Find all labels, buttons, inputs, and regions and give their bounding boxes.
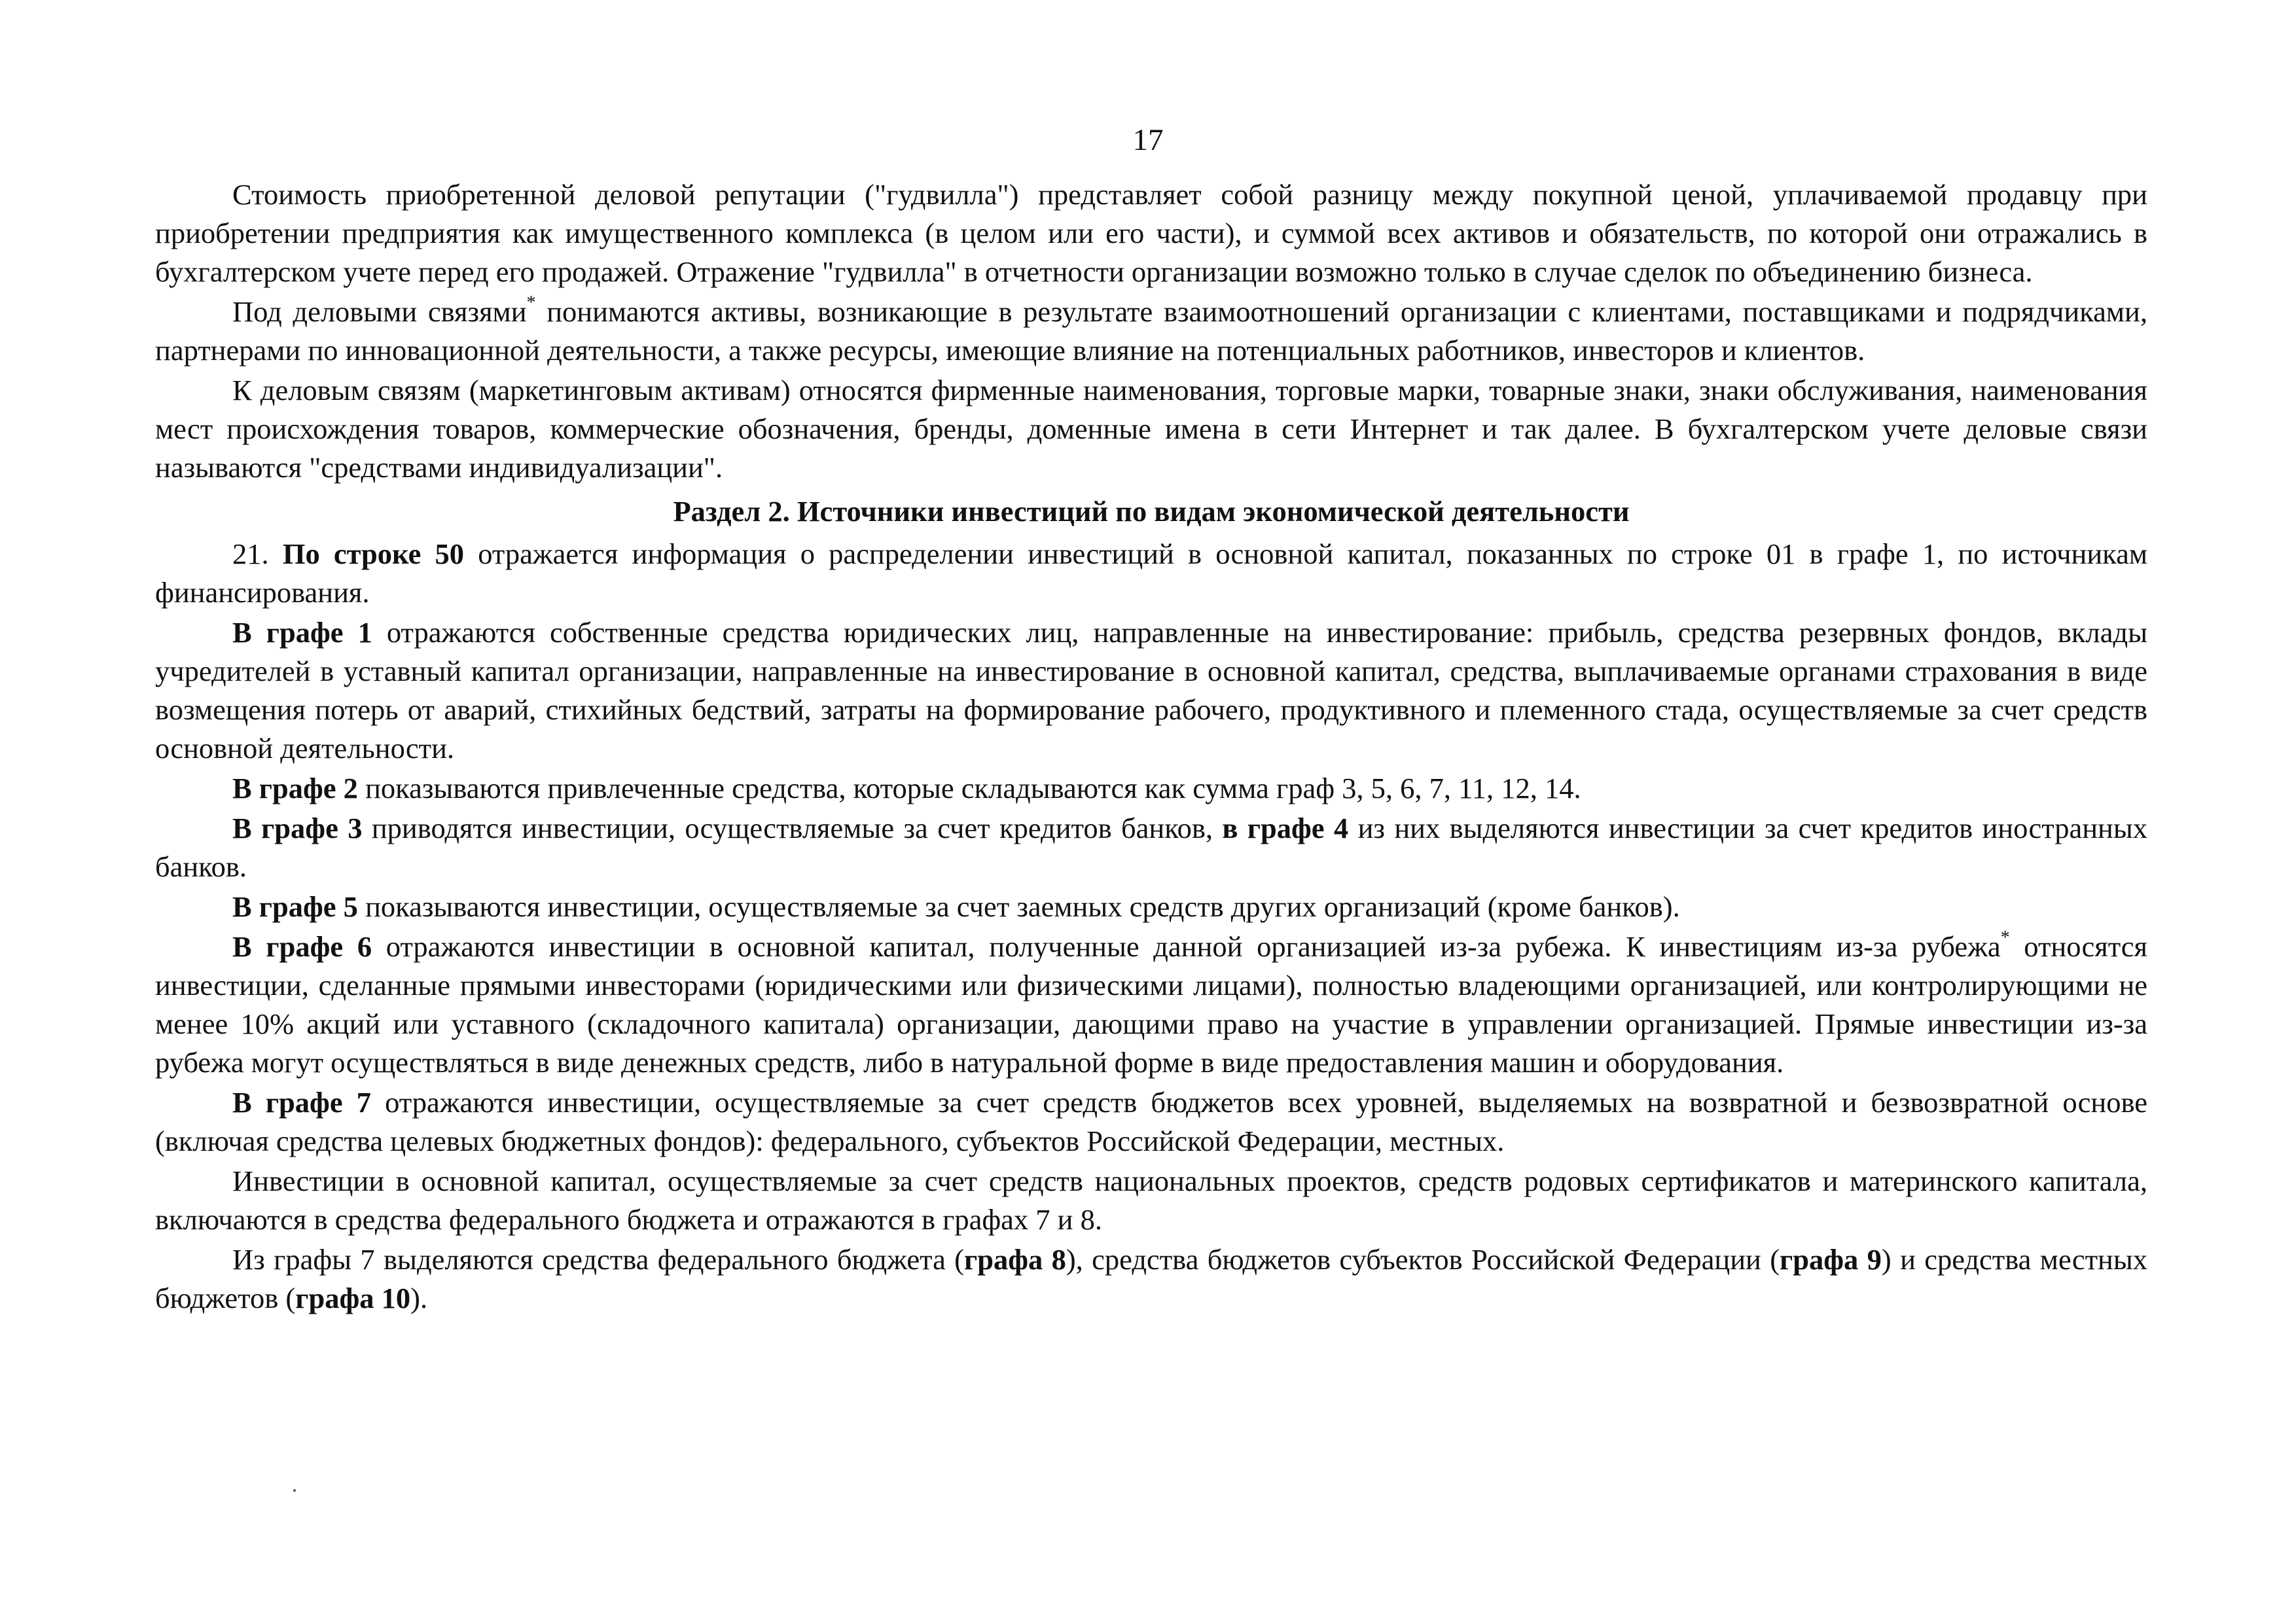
paragraph-column-2: В графе 2 показываются привлеченные средства, которые складываются как сумма граф 3, 5, 6, 7, 11, 12, 14. — [232, 772, 1581, 804]
section-heading: Раздел 2. Источники инвестиций по видам экономической деятельности — [673, 495, 1630, 528]
paragraph-national-projects: Инвестиции в основной капитал, осуществляемые за счет средств национальных проектов, средств родовых сертификатов и материнского капитала, включаются в средства федерального бюджета и отражаются в графах 7 и 8. — [155, 1164, 2147, 1236]
footnote-marker: * — [526, 293, 536, 314]
page-number: 17 — [1132, 123, 1164, 157]
paragraph-column-6: В графе 6 отражаются инвестиции в основной капитал, полученные данной организацией из-за рубежа. К инвестициям из-за рубежа* относятся инвестиции, сделанные прямыми инвесторами (юридическими или физическими лицами), полностью владеющими организацией, или контролирующими не менее 10% акций или уставного (складочного капитала) организации, дающими право на участие в управлении организацией. Прямые инвестиции из-за рубежа могут осуществляться в виде денежных средств, либо в натуральной форме в виде предоставления машин и оборудования. — [155, 928, 2147, 1079]
paragraph-business-relations: Под деловыми связями* понимаются активы, возникающие в результате взаимоотношений организации с клиентами, поставщиками и подрядчиками, партнерами по инновационной деятельности, а также ресурсы, имеющие влияние на потенциальных работников, инвесторов и клиентов. — [155, 293, 2147, 367]
paragraph-marketing-assets: К деловым связям (маркетинговым активам) относятся фирменные наименования, торговые марки, товарные знаки, знаки обслуживания, наименования мест происхождения товаров, коммерческие обозначения, бренды, доменные имена в сети Интернет и так далее. В бухгалтерском учете деловые связи называются "средствами индивидуализации". — [155, 374, 2147, 484]
paragraph-item-21: 21. По строке 50 отражается информация о распределении инвестиций в основной капитал, показанных по строке 01 в графе 1, по источникам финансирования. — [155, 537, 2147, 609]
footnote-marker: * — [2000, 928, 2010, 948]
paragraph-column-7: В графе 7 отражаются инвестиции, осуществляемые за счет средств бюджетов всех уровней, выделяемых на возвратной и безвозвратной основе (включая средства целевых бюджетных фондов): федерального, субъектов Российской Федерации, местных. — [155, 1086, 2147, 1157]
scan-speck — [293, 1489, 296, 1492]
paragraph-column-5: В графе 5 показываются инвестиции, осуществляемые за счет заемных средств других организаций (кроме банков). — [232, 890, 1680, 923]
paragraph-column-1: В графе 1 отражаются собственные средства юридических лиц, направленные на инвестирование: прибыль, средства резервных фондов, вклады учредителей в уставный капитал организации, направленные на инвестирование в основной капитал, средства, выплачиваемые органами страхования в виде возмещения потерь от аварий, стихийных бедствий, затраты на формирование рабочего, продуктивного и племенного стада, осуществляемые за счет средств основной деятельности. — [155, 616, 2148, 765]
paragraph-goodwill: Стоимость приобретенной деловой репутации ("гудвилла") представляет собой разницу между покупной ценой, уплачиваемой продавцу при приобретении предприятия как имущественного комплекса (в целом или его части), и суммой всех активов и обязательств, по которой они отражались в бухгалтерском учете перед его продажей. Отражение "гудвилла" в отчетности организации возможно только в случае сделок по объединению бизнеса. — [155, 178, 2147, 288]
document-body — [155, 175, 2147, 1318]
paragraph-column-3-4: В графе 3 приводятся инвестиции, осуществляемые за счет кредитов банков, в графе 4 из них выделяются инвестиции за счет кредитов иностранных банков. — [155, 812, 2147, 883]
paragraph-budget-columns: Из графы 7 выделяются средства федерального бюджета (графа 8), средства бюджетов субъектов Российской Федерации (графа 9) и средства местных бюджетов (графа 10). — [155, 1243, 2147, 1314]
